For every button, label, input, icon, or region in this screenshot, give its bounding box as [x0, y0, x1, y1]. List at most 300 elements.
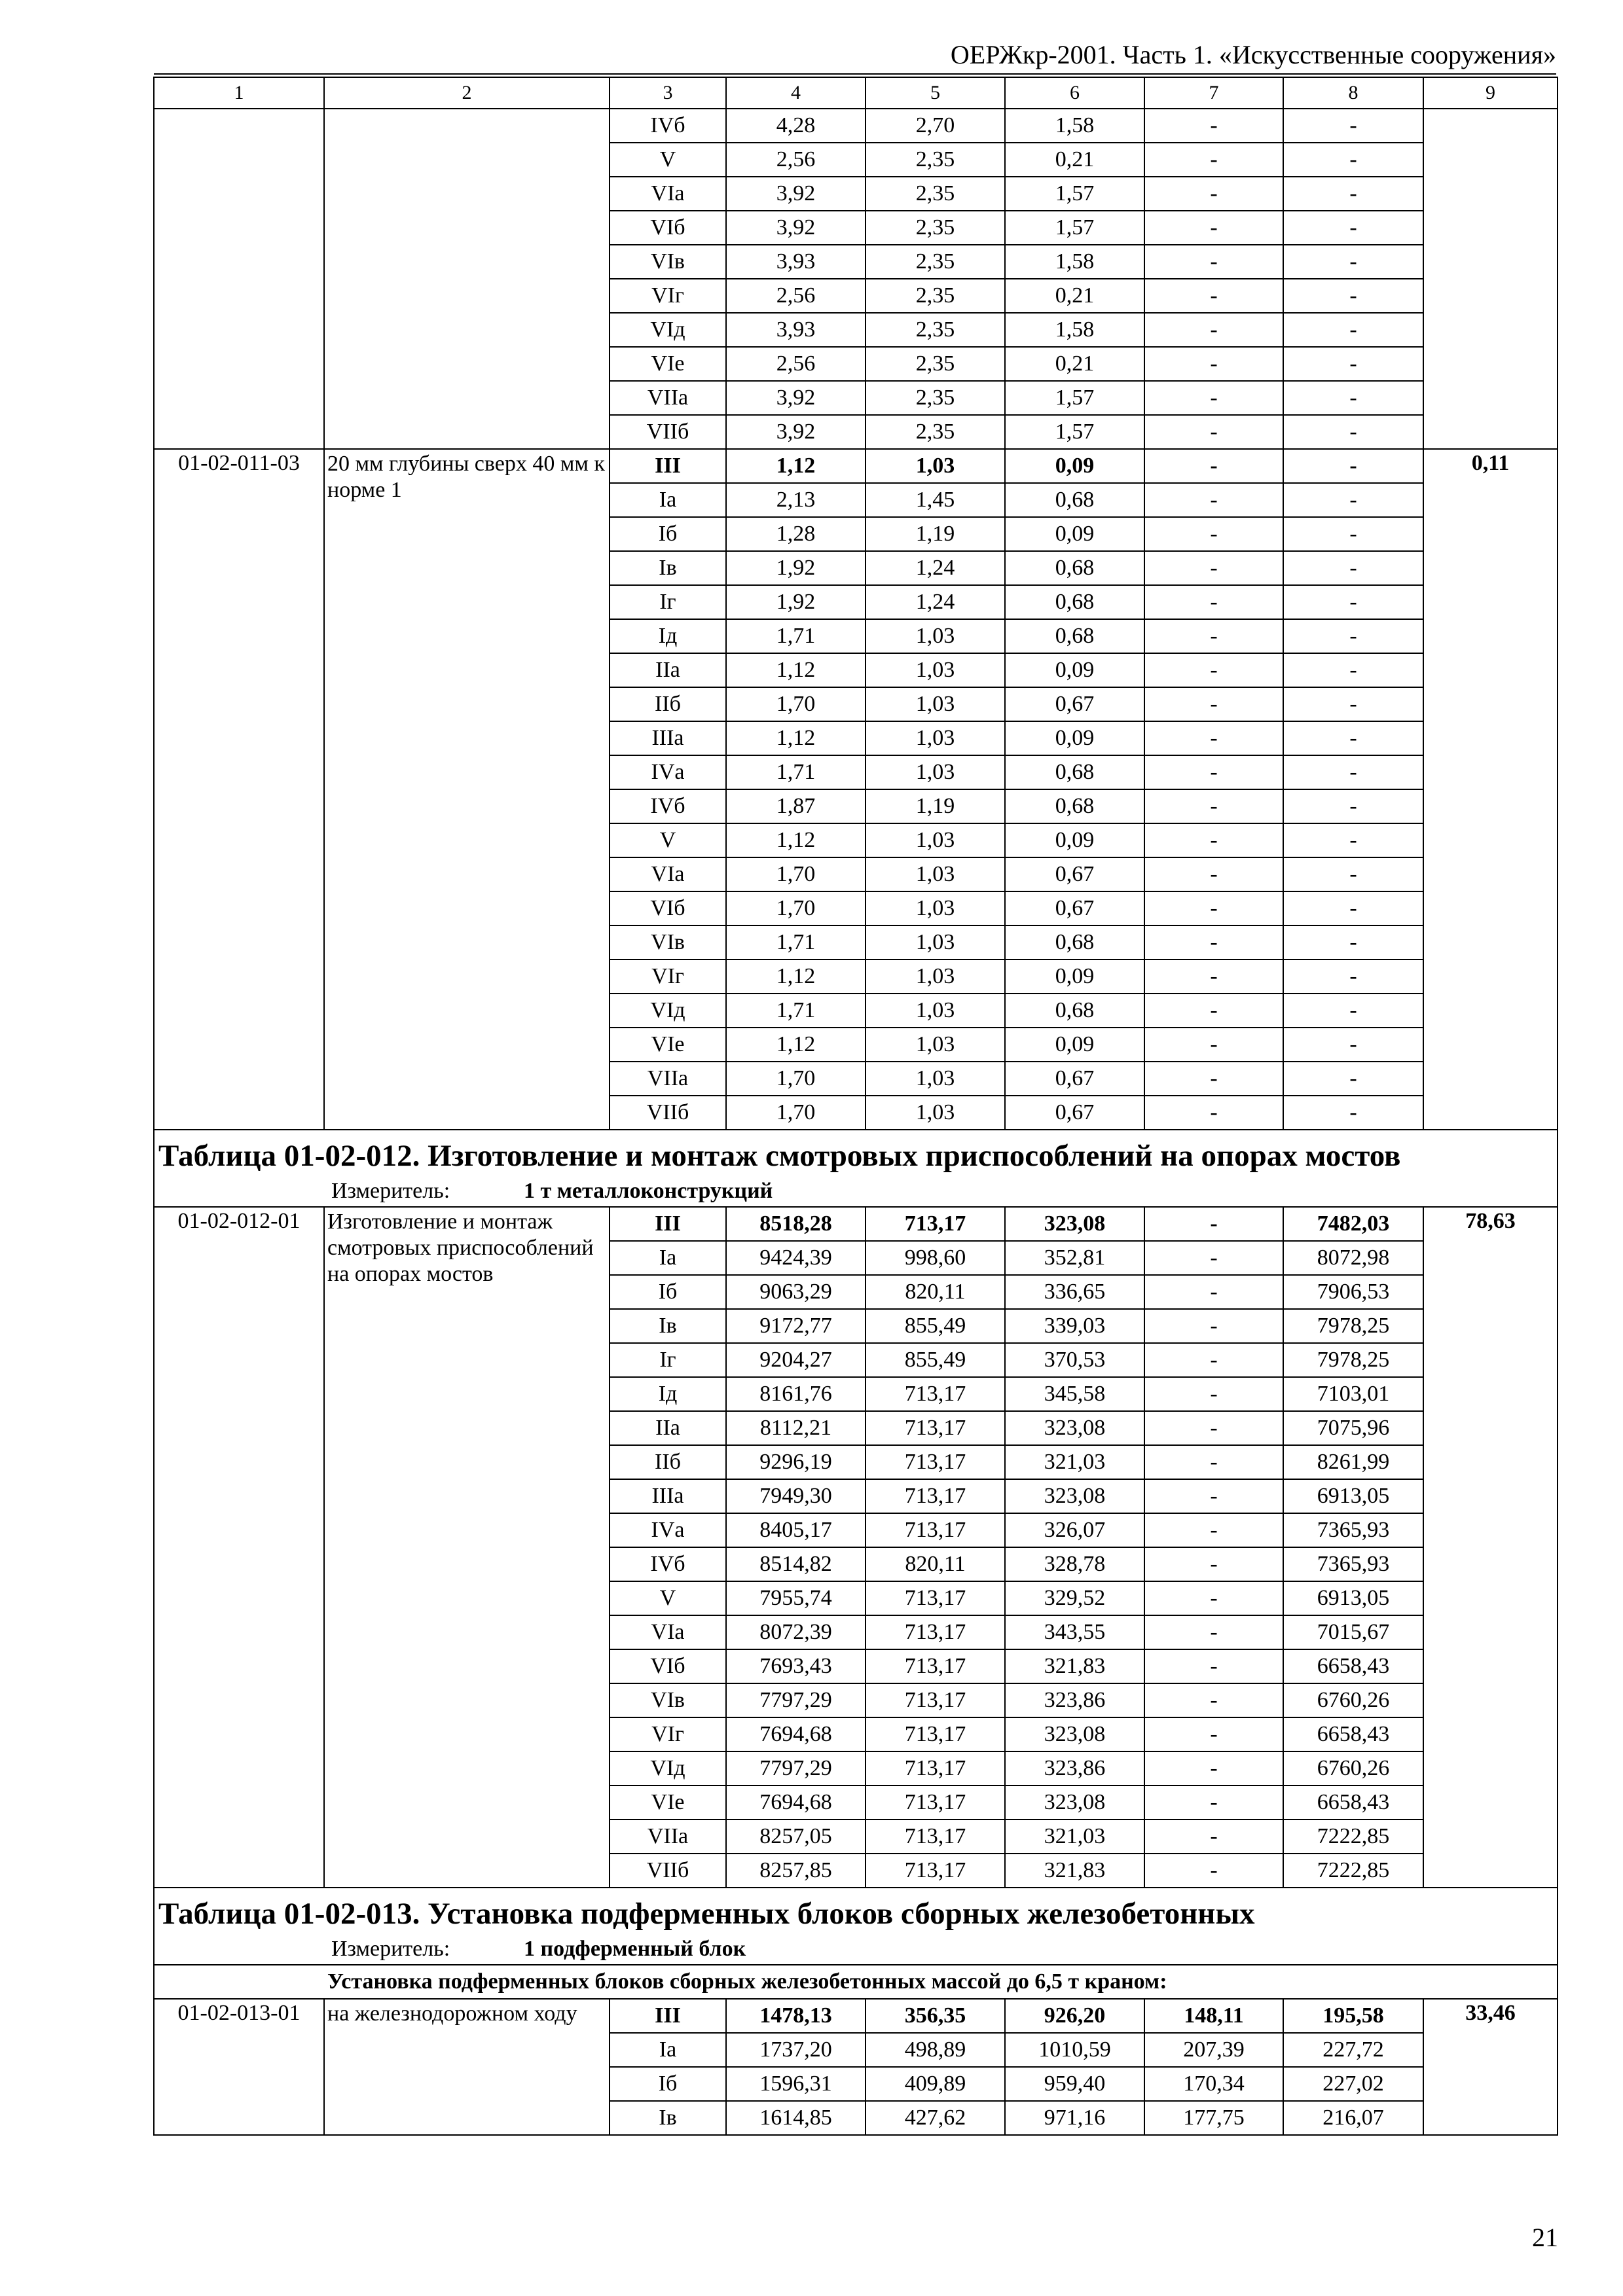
table-cell: 7955,74 [726, 1581, 866, 1615]
table-cell: VIг [610, 279, 726, 313]
table-cell: III [610, 1207, 726, 1241]
table-cell: VIIб [610, 415, 726, 449]
table-cell: 1,03 [866, 653, 1005, 687]
table-cell: 2,35 [866, 415, 1005, 449]
table-cell: IIа [610, 653, 726, 687]
table-cell: 1737,20 [726, 2033, 866, 2067]
column-number: 3 [610, 77, 726, 109]
table-cell: 0,68 [1005, 585, 1144, 619]
table-cell: V [610, 823, 726, 857]
table-cell: 1,57 [1005, 177, 1144, 211]
table-cell: 8257,85 [726, 1854, 866, 1888]
table-cell: IIIа [610, 1479, 726, 1513]
table-cell: 7949,30 [726, 1479, 866, 1513]
table-cell: 713,17 [866, 1717, 1005, 1751]
table-row [154, 1207, 1558, 1241]
labor-cost: 78,63 [1423, 1207, 1558, 1888]
table-cell: 2,70 [866, 109, 1005, 143]
table-cell: 336,65 [1005, 1275, 1144, 1309]
table-cell: 0,67 [1005, 857, 1144, 891]
table-cell: 2,56 [726, 279, 866, 313]
table-cell: - [1144, 211, 1283, 245]
table-cell: 1,03 [866, 687, 1005, 721]
table-cell: VIIб [610, 1854, 726, 1888]
table-cell: VIIа [610, 381, 726, 415]
table-cell: - [1144, 857, 1283, 891]
table-cell: 1,19 [866, 517, 1005, 551]
table-cell: 321,83 [1005, 1649, 1144, 1683]
table-cell: 1,03 [866, 823, 1005, 857]
table-cell: Iб [610, 517, 726, 551]
table-cell: - [1144, 1683, 1283, 1717]
table-cell: - [1283, 585, 1423, 619]
table-cell: 227,72 [1283, 2033, 1423, 2067]
measure-line [158, 1934, 1553, 1964]
table-cell: - [1144, 177, 1283, 211]
table-cell: 326,07 [1005, 1513, 1144, 1547]
table-cell: 713,17 [866, 1751, 1005, 1785]
table-cell: IIа [610, 1411, 726, 1445]
table-cell: - [1283, 994, 1423, 1028]
table-cell: 498,89 [866, 2033, 1005, 2067]
table-cell: 0,68 [1005, 483, 1144, 517]
table-cell: Iд [610, 619, 726, 653]
table-cell: 0,67 [1005, 1096, 1144, 1130]
table-cell: - [1283, 687, 1423, 721]
column-number-row [154, 77, 1558, 109]
table-cell: 1,03 [866, 960, 1005, 994]
table-cell: 713,17 [866, 1581, 1005, 1615]
table-cell: 2,35 [866, 347, 1005, 381]
table-cell: - [1144, 279, 1283, 313]
table-cell: - [1283, 619, 1423, 653]
table-cell: - [1144, 483, 1283, 517]
table-cell: 1,03 [866, 857, 1005, 891]
table-cell: - [1283, 925, 1423, 960]
table-cell: - [1283, 857, 1423, 891]
table-cell: 323,86 [1005, 1751, 1144, 1785]
table-cell: 0,67 [1005, 891, 1144, 925]
table-cell: 1,58 [1005, 313, 1144, 347]
table-cell: 1,12 [726, 449, 866, 483]
table-cell: VIб [610, 211, 726, 245]
table-cell: 1,03 [866, 721, 1005, 755]
rate-code: 01-02-011-03 [154, 449, 324, 1130]
table-cell: 855,49 [866, 1343, 1005, 1377]
table-cell: 352,81 [1005, 1241, 1144, 1275]
table-cell: 1614,85 [726, 2101, 866, 2135]
table-cell: - [1144, 1207, 1283, 1241]
rate-description: на железнодорожном ходу [324, 1999, 610, 2135]
table-cell: - [1283, 177, 1423, 211]
table-cell: V [610, 143, 726, 177]
column-number: 2 [324, 77, 610, 109]
table-cell: 1,70 [726, 1096, 866, 1130]
table-cell: 1,71 [726, 755, 866, 789]
table-cell: 3,92 [726, 177, 866, 211]
table-cell: 0,09 [1005, 960, 1144, 994]
table-cell: - [1144, 687, 1283, 721]
table-cell: 855,49 [866, 1309, 1005, 1343]
table-cell: 7694,68 [726, 1785, 866, 1820]
table-cell: VIб [610, 891, 726, 925]
table-cell: 177,75 [1144, 2101, 1283, 2135]
table-cell: 1,92 [726, 585, 866, 619]
rate-code: 01-02-013-01 [154, 1999, 324, 2135]
table-cell: 321,03 [1005, 1445, 1144, 1479]
measure-value: 1 т металлоконструкций [524, 1179, 773, 1203]
table-cell: 713,17 [866, 1785, 1005, 1820]
table-cell: 427,62 [866, 2101, 1005, 2135]
table-cell: 8072,98 [1283, 1241, 1423, 1275]
table-cell: 7797,29 [726, 1683, 866, 1717]
column-number: 6 [1005, 77, 1144, 109]
table-cell: - [1283, 823, 1423, 857]
table-cell: 0,68 [1005, 925, 1144, 960]
table-cell: Iд [610, 1377, 726, 1411]
table-cell: 1,24 [866, 551, 1005, 585]
table-cell: 0,09 [1005, 449, 1144, 483]
table-cell: 6760,26 [1283, 1683, 1423, 1717]
table-cell: Iб [610, 1275, 726, 1309]
table-cell: 1,03 [866, 925, 1005, 960]
table-cell: - [1144, 925, 1283, 960]
table-cell: - [1144, 1547, 1283, 1581]
column-number: 8 [1283, 77, 1423, 109]
table-cell: - [1144, 823, 1283, 857]
table-cell: 3,93 [726, 313, 866, 347]
table-cell: 7222,85 [1283, 1820, 1423, 1854]
table-cell: 1,92 [726, 551, 866, 585]
table-cell: - [1144, 109, 1283, 143]
table-cell: VIд [610, 1751, 726, 1785]
table-cell: VIа [610, 1615, 726, 1649]
table-cell: 713,17 [866, 1479, 1005, 1513]
table-cell: - [1144, 1028, 1283, 1062]
table-cell: IIб [610, 687, 726, 721]
table-cell: 8161,76 [726, 1377, 866, 1411]
table-cell: 8518,28 [726, 1207, 866, 1241]
table-cell: 7906,53 [1283, 1275, 1423, 1309]
table-cell: 820,11 [866, 1547, 1005, 1581]
table-cell: 1,45 [866, 483, 1005, 517]
table-cell: Iг [610, 585, 726, 619]
table-cell: 321,03 [1005, 1820, 1144, 1854]
table-cell: 3,92 [726, 381, 866, 415]
table-cell: 321,83 [1005, 1854, 1144, 1888]
table-cell: 195,58 [1283, 1999, 1423, 2033]
table-cell: - [1144, 1411, 1283, 1445]
table-cell: 971,16 [1005, 2101, 1144, 2135]
table-cell: - [1283, 279, 1423, 313]
rates-table-body [154, 77, 1558, 2135]
table-cell: 7075,96 [1283, 1411, 1423, 1445]
table-cell: IIIа [610, 721, 726, 755]
table-cell: 409,89 [866, 2067, 1005, 2101]
table-cell: 9296,19 [726, 1445, 866, 1479]
table-cell: 1,19 [866, 789, 1005, 823]
table-cell: - [1144, 789, 1283, 823]
table-cell: 820,11 [866, 1275, 1005, 1309]
table-cell: 1,03 [866, 994, 1005, 1028]
subheading: Установка подферменных блоков сборных железобетонных массой до 6,5 т краном: [154, 1965, 1558, 1999]
table-cell: - [1144, 415, 1283, 449]
table-cell: VIб [610, 1649, 726, 1683]
table-row [154, 449, 1558, 483]
table-cell: 713,17 [866, 1513, 1005, 1547]
table-cell: 1,12 [726, 653, 866, 687]
table-cell: 3,92 [726, 415, 866, 449]
table-cell: 7222,85 [1283, 1854, 1423, 1888]
table-cell: - [1144, 994, 1283, 1028]
table-cell: 6913,05 [1283, 1479, 1423, 1513]
measure-value: 1 подферменный блок [524, 1937, 746, 1961]
table-cell: Iв [610, 551, 726, 585]
table-cell: 7482,03 [1283, 1207, 1423, 1241]
table-heading-row [154, 1130, 1558, 1207]
table-cell: 0,67 [1005, 687, 1144, 721]
rate-code [154, 109, 324, 449]
table-cell: 1,12 [726, 1028, 866, 1062]
table-cell: VIд [610, 313, 726, 347]
table-cell: 713,17 [866, 1445, 1005, 1479]
column-number: 7 [1144, 77, 1283, 109]
table-cell: - [1144, 891, 1283, 925]
table-cell: 1,28 [726, 517, 866, 551]
table-cell: 1,03 [866, 619, 1005, 653]
table-cell: - [1144, 1445, 1283, 1479]
table-cell: - [1144, 1513, 1283, 1547]
table-cell: 713,17 [866, 1854, 1005, 1888]
table-cell: 713,17 [866, 1207, 1005, 1241]
table-cell: 323,08 [1005, 1411, 1144, 1445]
rate-code: 01-02-012-01 [154, 1207, 324, 1888]
table-cell: 8514,82 [726, 1547, 866, 1581]
table-cell: 0,68 [1005, 755, 1144, 789]
table-cell: 926,20 [1005, 1999, 1144, 2033]
table-cell: Iв [610, 1309, 726, 1343]
table-cell: 2,35 [866, 313, 1005, 347]
table-cell: 0,09 [1005, 1028, 1144, 1062]
table-cell: 3,92 [726, 211, 866, 245]
table-cell: 8072,39 [726, 1615, 866, 1649]
table-cell: 1,03 [866, 755, 1005, 789]
column-number: 1 [154, 77, 324, 109]
table-cell: - [1144, 1096, 1283, 1130]
table-cell: 1,70 [726, 1062, 866, 1096]
page-number: 21 [1532, 2223, 1558, 2252]
table-cell: - [1144, 585, 1283, 619]
table-heading [154, 1130, 1558, 1207]
table-cell: 328,78 [1005, 1547, 1144, 1581]
table-cell: 0,21 [1005, 347, 1144, 381]
table-cell: 2,35 [866, 381, 1005, 415]
table-cell: 3,93 [726, 245, 866, 279]
table-cell: 6913,05 [1283, 1581, 1423, 1615]
table-cell: 1,03 [866, 891, 1005, 925]
table-cell: 329,52 [1005, 1581, 1144, 1615]
table-cell: 1,12 [726, 721, 866, 755]
table-cell: 1,71 [726, 925, 866, 960]
table-cell: 216,07 [1283, 2101, 1423, 2135]
table-cell: VIв [610, 925, 726, 960]
table-cell: 0,68 [1005, 619, 1144, 653]
labor-cost: 0,11 [1423, 449, 1558, 1130]
table-cell: Iб [610, 2067, 726, 2101]
table-cell: - [1283, 381, 1423, 415]
table-cell: 0,67 [1005, 1062, 1144, 1096]
table-cell: 6760,26 [1283, 1751, 1423, 1785]
table-cell: 2,13 [726, 483, 866, 517]
table-cell: - [1144, 1785, 1283, 1820]
table-cell: 7103,01 [1283, 1377, 1423, 1411]
table-cell: 0,09 [1005, 823, 1144, 857]
table-cell: - [1144, 1343, 1283, 1377]
table-cell: VIа [610, 177, 726, 211]
table-cell: 9172,77 [726, 1309, 866, 1343]
table-heading-row [154, 1888, 1558, 1965]
table-cell: 7365,93 [1283, 1547, 1423, 1581]
table-cell: 1,70 [726, 891, 866, 925]
table-row [154, 1999, 1558, 2033]
table-cell: 170,34 [1144, 2067, 1283, 2101]
table-cell: - [1144, 619, 1283, 653]
table-cell: - [1283, 245, 1423, 279]
table-cell: - [1144, 1751, 1283, 1785]
table-cell: - [1283, 483, 1423, 517]
table-cell: 713,17 [866, 1377, 1005, 1411]
table-cell: Iв [610, 2101, 726, 2135]
table-cell: 7015,67 [1283, 1615, 1423, 1649]
table-cell: - [1283, 721, 1423, 755]
table-cell: Iг [610, 1343, 726, 1377]
table-cell: 0,09 [1005, 517, 1144, 551]
table-cell: 356,35 [866, 1999, 1005, 2033]
table-cell: 227,02 [1283, 2067, 1423, 2101]
table-cell: 1,71 [726, 994, 866, 1028]
table-cell: VIв [610, 245, 726, 279]
table-cell: 713,17 [866, 1683, 1005, 1717]
table-cell: 7694,68 [726, 1717, 866, 1751]
table-cell: IVа [610, 1513, 726, 1547]
measure-label: Измеритель: [331, 1937, 450, 1961]
table-cell: - [1144, 1275, 1283, 1309]
measure-line [158, 1176, 1553, 1206]
table-cell: - [1144, 960, 1283, 994]
table-cell: 6658,43 [1283, 1717, 1423, 1751]
table-cell: 7693,43 [726, 1649, 866, 1683]
table-cell: - [1283, 211, 1423, 245]
table-cell: 9204,27 [726, 1343, 866, 1377]
table-cell: - [1144, 449, 1283, 483]
table-cell: - [1144, 1649, 1283, 1683]
table-row [154, 109, 1558, 143]
table-cell: Iа [610, 483, 726, 517]
table-cell: - [1283, 755, 1423, 789]
table-cell: 339,03 [1005, 1309, 1144, 1343]
table-cell: - [1144, 1615, 1283, 1649]
table-cell: VIа [610, 857, 726, 891]
table-cell: 323,08 [1005, 1479, 1144, 1513]
table-cell: 0,21 [1005, 143, 1144, 177]
table-cell: - [1283, 313, 1423, 347]
table-cell: 713,17 [866, 1615, 1005, 1649]
table-cell: 1,71 [726, 619, 866, 653]
table-cell: - [1283, 517, 1423, 551]
table-cell: V [610, 1581, 726, 1615]
table-cell: VIд [610, 994, 726, 1028]
table-cell: 8257,05 [726, 1820, 866, 1854]
table-cell: - [1144, 381, 1283, 415]
table-cell: VIв [610, 1683, 726, 1717]
table-cell: 1,03 [866, 449, 1005, 483]
table-cell: VIе [610, 347, 726, 381]
table-cell: - [1144, 347, 1283, 381]
table-cell: 1010,59 [1005, 2033, 1144, 2067]
table-cell: - [1144, 1820, 1283, 1854]
table-title: Таблица 01-02-013. Установка подферменных блоков сборных железобетонных [158, 1897, 1255, 1931]
labor-cost: 33,46 [1423, 1999, 1558, 2135]
table-cell: 343,55 [1005, 1615, 1144, 1649]
table-cell: 8112,21 [726, 1411, 866, 1445]
table-cell: - [1283, 1028, 1423, 1062]
table-cell: 1,58 [1005, 109, 1144, 143]
table-cell: - [1144, 313, 1283, 347]
table-cell: - [1144, 1309, 1283, 1343]
table-cell: IVа [610, 755, 726, 789]
table-cell: 0,09 [1005, 721, 1144, 755]
table-cell: 207,39 [1144, 2033, 1283, 2067]
table-cell: - [1144, 1377, 1283, 1411]
table-cell: - [1283, 551, 1423, 585]
table-cell: 2,35 [866, 143, 1005, 177]
table-cell: 0,68 [1005, 994, 1144, 1028]
table-cell: 8261,99 [1283, 1445, 1423, 1479]
table-cell: 2,35 [866, 211, 1005, 245]
table-cell: - [1144, 1062, 1283, 1096]
table-cell: 1,12 [726, 960, 866, 994]
running-header: ОЕРЖкр-2001. Часть 1. «Искусственные сооружения» [154, 38, 1556, 75]
table-cell: VIIа [610, 1062, 726, 1096]
table-cell: 1,57 [1005, 415, 1144, 449]
table-cell: - [1283, 789, 1423, 823]
table-cell: - [1283, 891, 1423, 925]
labor-cost [1423, 109, 1558, 449]
table-heading [154, 1888, 1558, 1965]
table-cell: 8405,17 [726, 1513, 866, 1547]
rates-table [153, 77, 1558, 2136]
table-cell: - [1144, 551, 1283, 585]
table-cell: 6658,43 [1283, 1785, 1423, 1820]
table-cell: 0,09 [1005, 653, 1144, 687]
table-cell: III [610, 449, 726, 483]
table-cell: - [1144, 143, 1283, 177]
table-cell: - [1283, 347, 1423, 381]
table-cell: VIг [610, 960, 726, 994]
table-title: Таблица 01-02-012. Изготовление и монтаж смотровых приспособлений на опорах мостов [158, 1139, 1401, 1173]
table-cell: - [1283, 653, 1423, 687]
table-cell: 345,58 [1005, 1377, 1144, 1411]
table-cell: - [1144, 1854, 1283, 1888]
table-cell: - [1144, 1479, 1283, 1513]
table-cell: IVб [610, 789, 726, 823]
table-cell: - [1283, 960, 1423, 994]
table-cell: - [1144, 245, 1283, 279]
table-cell: 7978,25 [1283, 1309, 1423, 1343]
table-cell: - [1144, 1717, 1283, 1751]
table-cell: 1,03 [866, 1062, 1005, 1096]
table-cell: 323,08 [1005, 1785, 1144, 1820]
